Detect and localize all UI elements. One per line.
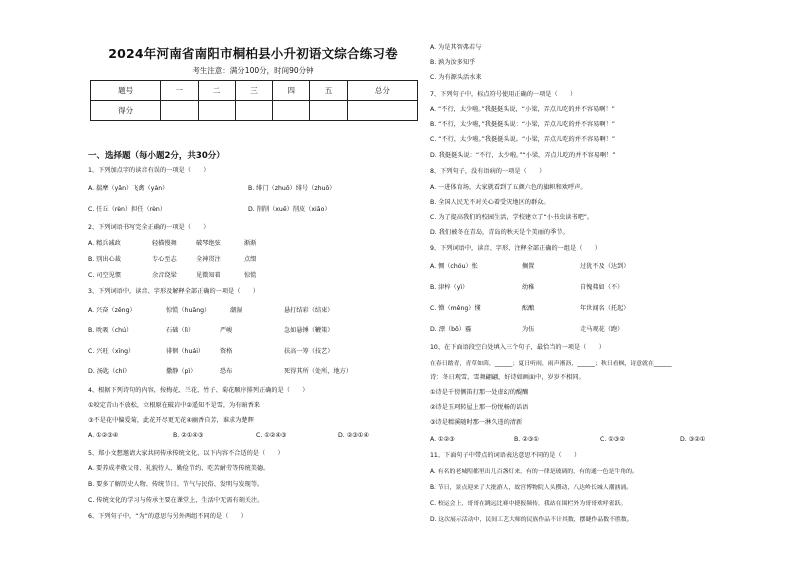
answer-option: D. 这次展示活动中，民间工艺大师的民族作品不计其数，摆睫作品数不胜数。	[430, 517, 633, 523]
page-title: 2024年河南省南阳市桐柏县小升初语文综合练习卷	[108, 46, 398, 61]
question-stem: 5、郑小文想邀请大家共同传承传统文化，以下内容不合适的是（ ）	[88, 450, 284, 457]
score-header-cell: 三	[235, 81, 272, 101]
answer-option: B. 要多了解历史人物、传统节日、节气与民俗、发明与发现等。	[88, 481, 264, 488]
answer-option: A. ①②③④	[88, 432, 119, 439]
answer-option: A. 要养成孝敬父母、礼貌待人、勤俭节约、吃苦耐劳等传统美德。	[88, 465, 270, 472]
answer-option: C. 为了提高我们的校园生活，学校建立了“小书虫读书吧”。	[430, 214, 594, 221]
answer-option: A. 惆（chóu）怅	[430, 263, 478, 270]
answer-option-part: 点缀	[244, 256, 257, 263]
answer-option-part: 搁置	[522, 263, 535, 270]
score-cell	[310, 101, 347, 121]
score-header-cell: 题号	[91, 81, 161, 101]
question-text: ①诗是千傍侧笛打那一处虚幻的醍醐	[430, 389, 529, 396]
question-stem: 7、下列句子中，标点符号使用正确的一项是（ ）	[430, 91, 577, 98]
answer-option: C. 为有源头活水来	[430, 74, 482, 81]
score-cell	[347, 101, 417, 121]
answer-option-part: 石础（lì）	[166, 327, 195, 334]
answer-option: C. “不行，太少啦。”我挺挺头说。“小梁，弄点儿吃的并不容易啊！”	[430, 136, 616, 143]
answer-option-part: 走马观花（跑）	[580, 326, 624, 333]
answer-option-part: 幼稚	[522, 284, 535, 291]
score-cell	[235, 101, 272, 121]
answer-option: C. 校运会上，哥哥在跳远比赛中捷报频传，我站在围栏外为哥哥欢呼雀跃。	[430, 501, 627, 507]
answer-option-part: 余音绕梁	[152, 272, 177, 279]
answer-option: C. ①②④③	[256, 432, 287, 439]
score-table-score-row	[91, 101, 418, 121]
score-cell	[161, 101, 198, 121]
answer-option-part: 过犹不及（达到）	[580, 263, 630, 270]
answer-option: C. 司空见惯	[88, 272, 122, 279]
answer-option-part: 资格	[220, 348, 233, 355]
question-text: 在春日踏青，青草如茵，______；夏日听雨，雨声淅沥，______；秋日看枫，诗意就在______	[430, 361, 672, 367]
answer-option-part: 惊慌	[244, 272, 257, 279]
answer-option: B. 津梓（yì）	[430, 284, 469, 291]
answer-option: D. ②③①④	[338, 432, 369, 439]
answer-option-part: 悬打结彩（结束）	[284, 307, 334, 314]
answer-option-part: 严峻	[220, 327, 233, 334]
answer-option-part: 撒静（pì）	[166, 368, 197, 375]
question-stem: 6、下列句子中，“为”的意思与另外两组不同的是（ ）	[88, 513, 247, 520]
answer-option-part: 渐渐	[244, 240, 257, 247]
score-header-cell: 一	[161, 81, 198, 101]
score-header-cell: 总分	[347, 81, 417, 101]
answer-option: B. 孰为汝多知乎	[430, 59, 476, 66]
answer-option: D. 漂（bō）霾	[430, 326, 472, 333]
answer-option: B. 别出心裁	[88, 256, 121, 263]
answer-option: D. 我们被冬在青岛，青岛的秋天是个美丽的季节。	[430, 229, 569, 236]
question-stem: 1、下列加点字的读音有误的一项是（ ）	[88, 167, 210, 174]
section-heading: 一、选择题（每小题2分，共30分）	[88, 151, 225, 161]
answer-option-part: 酝酿	[522, 305, 535, 312]
answer-option: D. 汤匙（chí）	[88, 368, 131, 375]
question-stem: 8、下列句子，没有语病的一项是（ ）	[430, 168, 546, 175]
answer-option-part: 为伍	[522, 326, 535, 333]
answer-option: A. ①②③	[430, 436, 455, 443]
answer-option-part: 见微知着	[196, 272, 221, 279]
answer-option: C. 兴旺（xīng）	[88, 348, 135, 355]
answer-option: C. 懵（měng）懂	[430, 305, 481, 312]
answer-option: B. 全国人民无不对关心着受灾地区的群众。	[430, 199, 550, 206]
answer-option-part: 恐布	[220, 368, 233, 375]
score-header-cell: 二	[198, 81, 235, 101]
answer-option: A. 兴奋（zēng）	[88, 307, 136, 314]
score-header-cell: 四	[273, 81, 310, 101]
question-text: 诗：冬日观雪，雪舞翩翩，好诗如画面中，岁岁不相同。	[430, 374, 585, 381]
question-text: ②诗是玉珂转屋上那一份悦畅的话语	[430, 404, 529, 411]
answer-option-part: 急如悬锤（鞭策）	[284, 327, 334, 334]
answer-option-part: 扶高一筹（技艺）	[284, 348, 334, 355]
answer-option: D. ③②①	[680, 436, 706, 443]
score-cell	[198, 101, 235, 121]
answer-option: B. ②③①	[514, 436, 539, 443]
answer-option-part: 全神贯注	[196, 256, 221, 263]
answer-option: A. “不行，太少啦。”我挺挺头说，“小梁，弄点儿吃的并不容易啊！”	[430, 106, 615, 113]
answer-option: D. 我挺挺头说：“不行，太少啦。”“小梁，弄点儿吃的并不容易啊！”	[430, 152, 616, 159]
question-text: ③诗是精溪随时那一淋久违的清新	[430, 419, 523, 426]
answer-option: C. 任丘（rèn）担任（rèn）	[88, 206, 167, 213]
score-table-header-row	[91, 81, 418, 101]
answer-option: D. 削削（xuē）削皮（xiāo）	[248, 206, 331, 213]
score-cell	[273, 101, 310, 121]
answer-option: B. 节日，景点迎来了大批游人，故宫博物院人头攒动，八达岭长城人潮汹涌。	[430, 485, 633, 491]
answer-option: C. ①③②	[600, 436, 625, 443]
score-row-label: 得分	[91, 101, 161, 121]
score-header-cell: 五	[310, 81, 347, 101]
question-text: ③不是花中偏爱菊，此花开尽更无花④幽香自芳，谁求为楚辉	[88, 417, 254, 424]
exam-notice: 考生注意：满分100分，时间90分钟	[192, 66, 314, 75]
answer-option-part: 惊慌（huāng）	[166, 307, 211, 314]
answer-option-part: 年世闻名（托起）	[580, 305, 630, 312]
answer-option: A. 揣摩（yǎn）飞禽（yán）	[88, 185, 169, 192]
answer-option: A. 精兵减政	[88, 240, 121, 247]
question-stem: 2、下列词语书写完全正确的一项是（ ）	[88, 224, 210, 231]
answer-option: A. 有名的老城隍都里出几百盏灯来，有的一律是玻璃的，有的通一色是牛角的。	[430, 469, 638, 475]
question-stem: 9、下列词语中，读音、字形、注释全部正确的一组是（ ）	[430, 245, 601, 252]
answer-option: A. 一进体育场，大家就看到了五颜六色的旗帜和欢呼声。	[430, 184, 587, 191]
question-stem: 4、根据下列诗句的内容，按梅花、兰花、竹子、菊花顺序排列正确的是（ ）	[88, 387, 309, 394]
answer-option-part: 自愧弗如（不）	[580, 284, 624, 291]
answer-option: C. 传统文化的学习与传承主要在课堂上，生活中无需有刻关注。	[88, 497, 264, 504]
answer-option: B. 绯门（zhuō）绯号（zhuō）	[248, 185, 336, 192]
answer-option: A. 为是其智弗若与	[430, 44, 482, 51]
question-stem: 11、下面句子中带点的词语表达意思不同的是（ ）	[430, 452, 581, 459]
answer-option-part: 轻描慢舞	[152, 240, 177, 247]
answer-option-part: 死得其所（处所，地方）	[284, 368, 353, 375]
question-stem: 3、下列词语中，读音、字形及解释全部正确的一项是（ ）	[88, 288, 259, 295]
answer-option-part: 潮湿	[230, 307, 243, 314]
score-table	[90, 80, 418, 121]
answer-option: B. 吮吸（chú）	[88, 327, 133, 334]
answer-option-part: 专心至志	[152, 256, 177, 263]
question-stem: 10、在下面语段空白处填入三个句子，最恰当的一项是（ ）	[430, 344, 605, 351]
question-text: ①咬定青山不放松，立根原在破岩中②遥知不是雪，为有暗香来	[88, 402, 260, 409]
answer-option: B. “不行，太少啦，”我挺挺头说：“小梁，弄点儿吃的并不容易啊！”	[430, 121, 615, 128]
answer-option: B. ②①④③	[173, 432, 204, 439]
answer-option-part: 破琴绝弦	[196, 240, 221, 247]
answer-option-part: 徘徊（huái）	[166, 348, 205, 355]
